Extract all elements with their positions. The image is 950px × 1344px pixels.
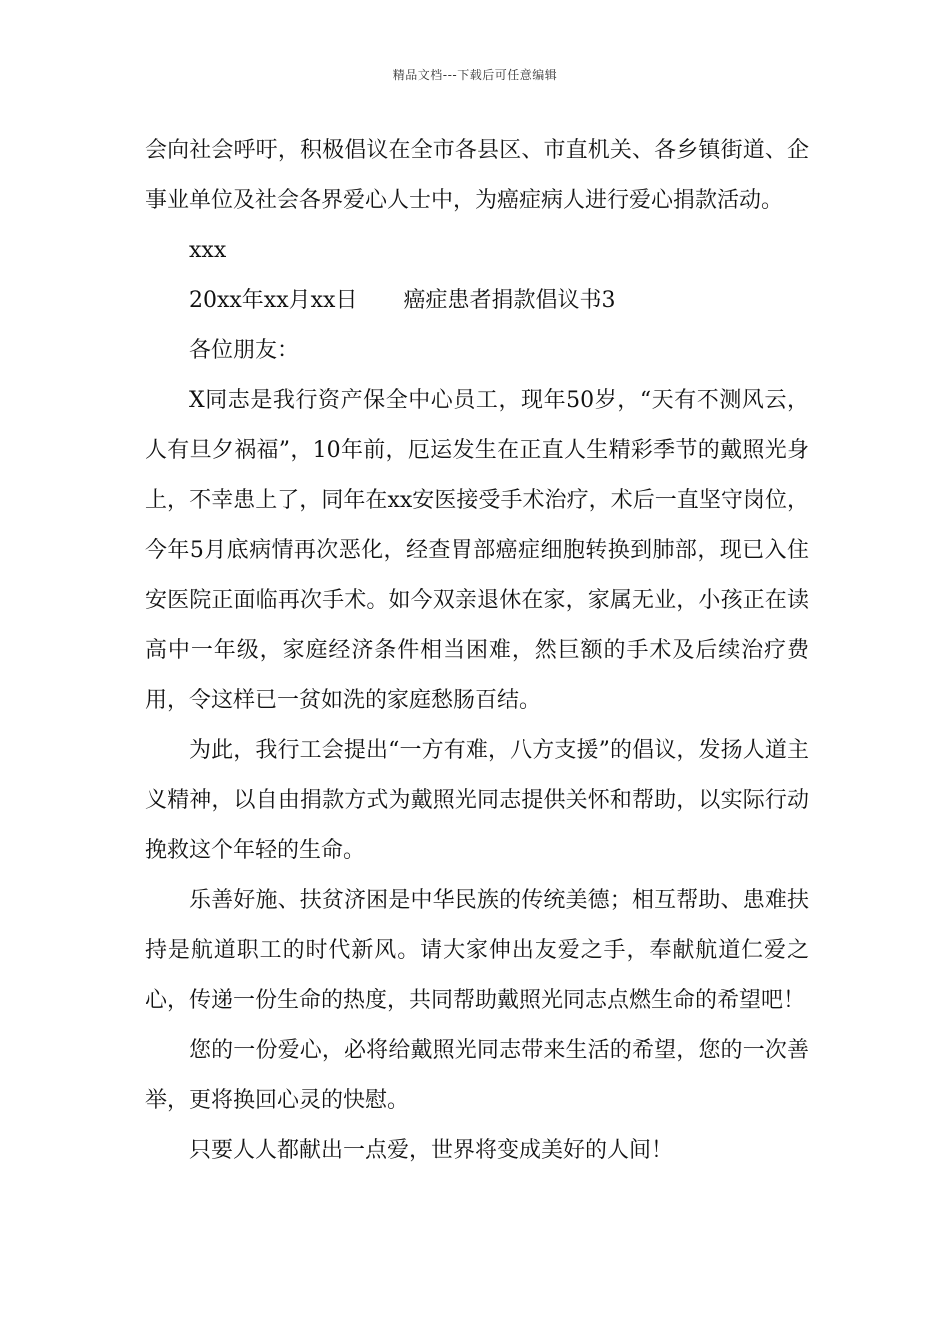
document-title: 癌症患者捐款倡议书3 bbox=[403, 288, 616, 313]
opening-paragraph: 会向社会呼吁，积极倡议在全市各县区、市直机关、各乡镇街道、企事业单位及社会各界爱心人士中，为癌症病人进行爱心捐款活动。 bbox=[145, 138, 809, 213]
closing-paragraph: 只要人人都献出一点爱，世界将变成美好的人间！ bbox=[189, 1138, 674, 1163]
body-paragraph: 乐善好施、扶贫济困是中华民族的传统美德；相互帮助、患难扶持是航道职工的时代新风。请大家伸出友爱之手，奉献航道仁爱之心，传递一份生命的热度，共同帮助戴照光同志点燃生命的希望吧！ bbox=[145, 888, 809, 1013]
date-text: 20xx年xx月xx日 bbox=[189, 288, 358, 313]
greeting: 各位朋友： bbox=[189, 338, 300, 363]
body-paragraph: X同志是我行资产保全中心员工，现年50岁，“天有不测风云，人有旦夕祸福”，10年前，厄运发生在正直人生精彩季节的戴照光身上，不幸患上了，同年在xx安医接受手术治疗，术后一直坚守岗位，今年5月底病情再次恶化，经查胃部癌症细胞转换到肺部，现已入住安医院正面临再次手术。如今双亲退休在家，家属无业，小孩正在读高中一年级，家庭经济条件相当困难，然巨额的手术及后续治疗费用，令这样已一贫如洗的家庭愁肠百结。 bbox=[145, 388, 809, 713]
document-body bbox=[145, 126, 809, 1176]
body-paragraph: 您的一份爱心，必将给戴照光同志带来生活的希望，您的一次善举，更将换回心灵的快慰。 bbox=[145, 1038, 809, 1113]
date-title-line bbox=[145, 276, 809, 326]
body-paragraph: 为此，我行工会提出“一方有难，八方支援”的倡议，发扬人道主义精神，以自由捐款方式为戴照光同志提供关怀和帮助，以实际行动挽救这个年轻的生命。 bbox=[145, 738, 809, 863]
page-header: 精品文档---下载后可任意编辑 bbox=[392, 68, 558, 82]
signature-line: xxx bbox=[189, 238, 227, 263]
